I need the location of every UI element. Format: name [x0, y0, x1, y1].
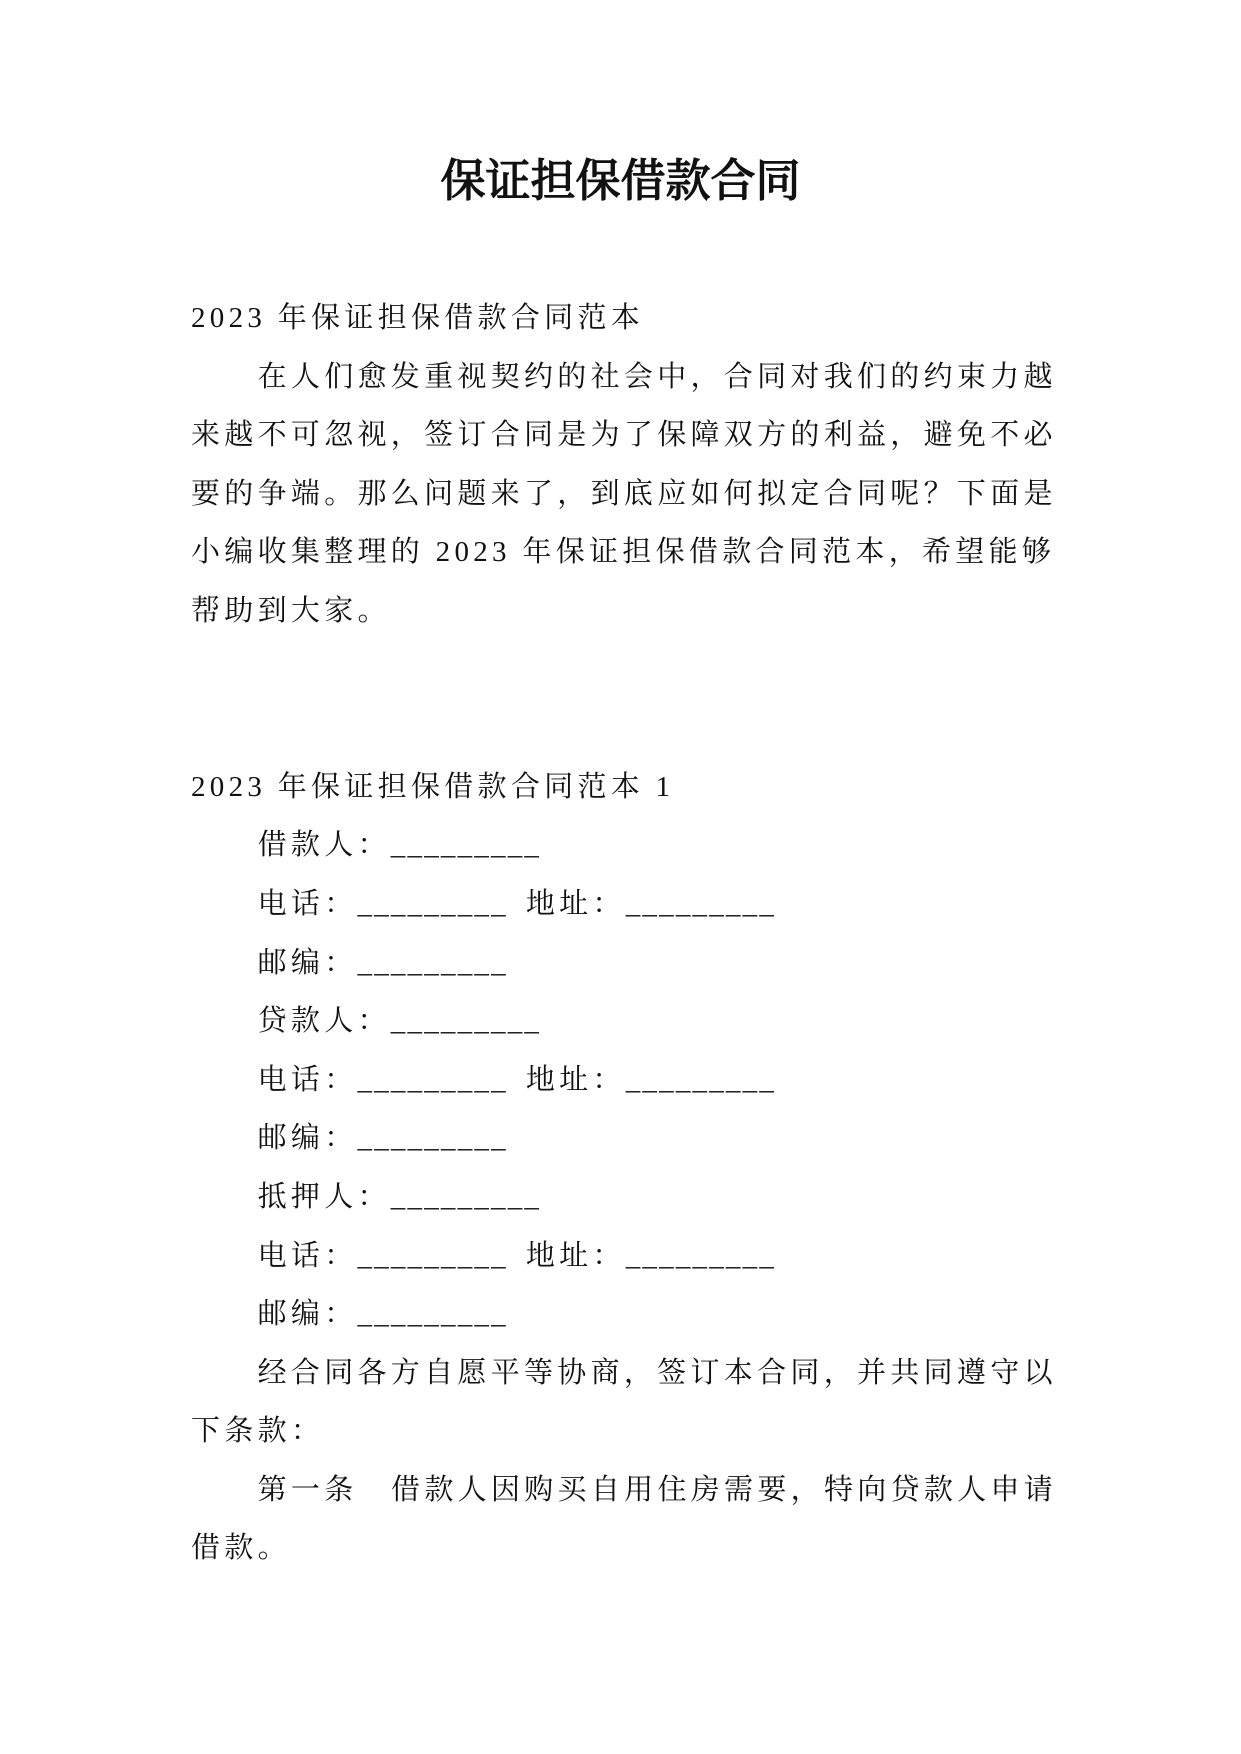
- borrower-postcode-row: [191, 934, 1057, 993]
- blank-line: [191, 641, 1057, 700]
- phone-label: 电话：: [257, 1239, 358, 1272]
- blank-line: [191, 699, 1057, 758]
- paragraph-line: 第一条 借款人因购买自用住房需要，特向贷款人申请: [257, 1473, 1058, 1506]
- paragraph-line: 在人们愈发重视契约的社会中，合同对我们的约束力越: [257, 360, 1057, 393]
- phone-blank: _________: [357, 1063, 508, 1096]
- document-body: [191, 289, 1057, 1578]
- phone-label: 电话：: [257, 887, 358, 920]
- lender-name-row: [191, 992, 1057, 1051]
- paragraph-line: 经合同各方自愿平等协商，签订本合同，并共同遵守以: [257, 1356, 1057, 1389]
- mortgagor-label: 抵押人：: [257, 1180, 391, 1213]
- postcode-label: 邮编：: [257, 1122, 358, 1155]
- paragraph-line: 小编收集整理的 2023 年保证担保借款合同范本，希望能够: [191, 536, 1056, 569]
- borrower-label: 借款人：: [257, 829, 391, 862]
- intro-paragraph: [191, 348, 1057, 641]
- phone-label: 电话：: [257, 1063, 358, 1096]
- paragraph-line: 下条款：: [191, 1415, 325, 1448]
- paragraph-line: 来越不可忽视，签订合同是为了保障双方的利益，避免不必: [191, 419, 1057, 452]
- intro-heading: 2023 年保证担保借款合同范本: [191, 302, 645, 334]
- paragraph-line: 帮助到大家。: [191, 594, 391, 627]
- address-blank: _________: [625, 887, 777, 920]
- lender-label: 贷款人：: [257, 1005, 391, 1038]
- address-label: 地址：: [525, 1239, 626, 1272]
- mortgagor-postcode-row: [191, 1285, 1057, 1344]
- borrower-name-row: [191, 816, 1057, 875]
- postcode-blank: _________: [357, 946, 508, 979]
- paragraph-line: 要的争端。那么问题来了，到底应如何拟定合同呢？下面是: [191, 477, 1057, 510]
- borrower-blank: _________: [390, 829, 542, 862]
- address-blank: _________: [625, 1063, 777, 1096]
- article-1-paragraph: [191, 1461, 1057, 1578]
- postcode-blank: _________: [357, 1298, 508, 1331]
- sample-heading: 2023 年保证担保借款合同范本 1: [191, 770, 675, 803]
- borrower-phone-address-row: [191, 875, 1057, 934]
- postcode-label: 邮编：: [257, 946, 358, 979]
- mortgagor-blank: _________: [390, 1180, 542, 1213]
- paragraph-line: 借款。: [191, 1532, 291, 1565]
- postcode-blank: _________: [357, 1122, 508, 1155]
- lender-blank: _________: [390, 1005, 542, 1038]
- lender-phone-address-row: [191, 1051, 1057, 1110]
- address-label: 地址：: [525, 887, 626, 920]
- lender-postcode-row: [191, 1109, 1057, 1168]
- mortgagor-name-row: [191, 1168, 1057, 1227]
- phone-blank: _________: [357, 887, 508, 920]
- address-label: 地址：: [525, 1063, 626, 1096]
- mortgagor-phone-address-row: [191, 1227, 1057, 1286]
- postcode-label: 邮编：: [257, 1298, 358, 1331]
- address-blank: _________: [625, 1239, 777, 1272]
- document-title: 保证担保借款合同: [440, 156, 801, 206]
- agreement-paragraph: [191, 1344, 1057, 1461]
- phone-blank: _________: [357, 1239, 508, 1272]
